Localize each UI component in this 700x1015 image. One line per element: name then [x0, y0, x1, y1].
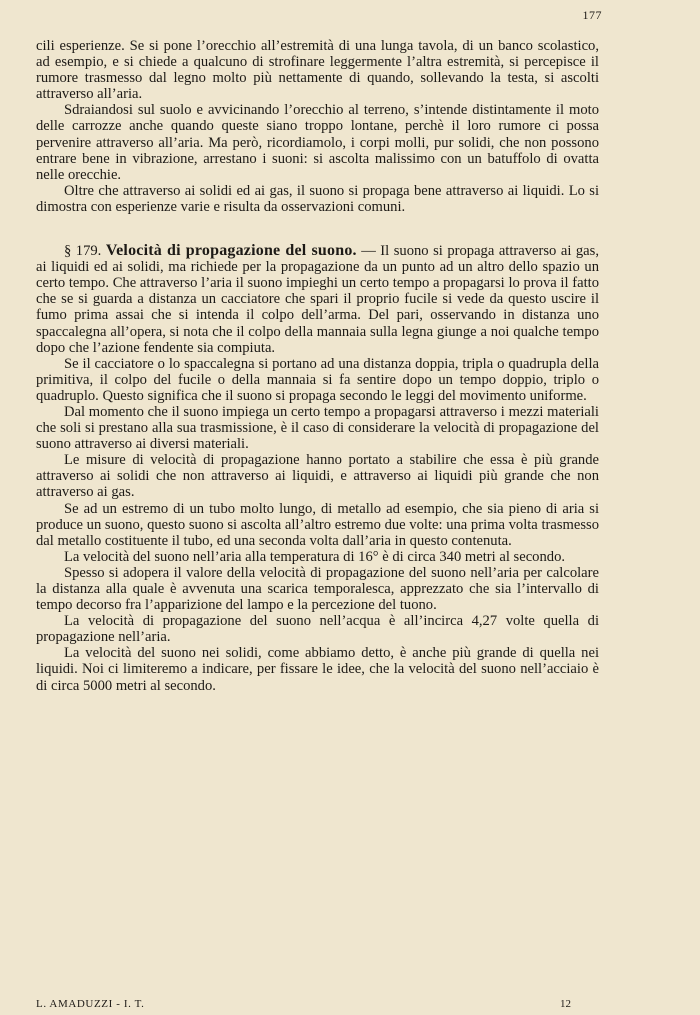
signature-mark: 12 — [560, 998, 571, 1010]
section-intro: — Il suono si propaga attraverso ai gas, ai liquidi ed ai solidi, ma richiede per la propagazione da un punto ad un altro dello spazio un certo tempo. Che attraverso l’aria il suono impieghi un certo tempo a propagarsi lo prova il fatto che se si guarda a distanza un cacciatore che spari il proprio fucile si vede da questo uscire il fumo prima assai che si intenda il colpo dell’arma. Del pari, osservando in distanza uno spaccalegna all’opera, si nota che il colpo della mannaia sulla legna giunge a noi qualche tempo dopo che l’azione fendente sia compiuta. — [36, 243, 599, 356]
section-paragraph — [36, 243, 599, 356]
paragraph-2: Sdraiandosi sul suolo e avvicinando l’orecchio al terreno, s’intende distintamente il moto delle carrozze anche quando queste siano troppo lontane, perchè il loro rumore ci possa pervenire attraverso all’aria. Ma però, ricordiamolo, i corpi molli, pur solidi, che non possono entrare bene in vibrazione, arrestano i suoni: si ascolta malissimo con un batuffolo di ovatta nelle orecchie. — [36, 102, 599, 183]
section-title: Velocità di propagazione del suono. — [105, 242, 357, 260]
footer-author: L. AMADUZZI - I. T. — [36, 998, 145, 1010]
paragraph-9: Spesso si adopera il valore della velocità di propagazione del suono nell’aria per calcolare la distanza alla quale è avvenuta una scarica temporalesca, apprezzato che sia l’intervallo di tempo decorso fra l’apparizione del lampo e la percezione del tuono. — [36, 564, 599, 614]
paragraph-5: Dal momento che il suono impiega un certo tempo a propagarsi attraverso i mezzi materiali che soli si prestano alla sua trasmissione, è il caso di considerare la velocità di propagazione del suono attraverso ai diversi materiali. — [36, 403, 599, 453]
paragraph-1: cili esperienze. Se si pone l’orecchio all’estremità di una lunga tavola, di un banco scolastico, ad esempio, e si chiede a qualcuno di strofinare leggermente l’altra estremità, si percepisce il rumore trasmesso dal legno molto più nettamente di quando, sollevando la testa, si ascolti attraverso all’aria. — [36, 38, 599, 103]
paragraph-8: La velocità del suono nell’aria alla temperatura di 16° è di circa 340 metri al secondo. — [64, 548, 566, 565]
page-number: 177 — [582, 8, 602, 22]
paragraph-11: La velocità del suono nei solidi, come abbiamo detto, è anche più grande di quella nei liquidi. Noi ci limiteremo a indicare, per fissare le idee, che la velocità del suono nell’acciaio è di circa 5000 metri al secondo. — [36, 645, 599, 694]
paragraph-4: Se il cacciatore o lo spaccalegna si portano ad una distanza doppia, tripla o quadrupla della primitiva, il colpo del fucile o della mannaia si fa sentire dopo un tempo doppio, triplo o quadruplo. Questo significa che il suono si propaga secondo le leggi del movimento uniforme. — [36, 355, 599, 404]
paragraph-10: La velocità di propagazione del suono nell’acqua è all’incirca 4,27 volte quella di propagazione nell’aria. — [36, 613, 599, 646]
section-number: § 179. — [64, 243, 102, 260]
paragraph-7: Se ad un estremo di un tubo molto lungo, di metallo ad esempio, che sia pieno di aria si produce un suono, questo suono si ascolta all’altro estremo due volte: una prima volta trasmesso dal metallo costituente il tubo, ed una seconda volta dall’aria in questo contenuta. — [36, 500, 599, 549]
paragraph-6: Le misure di velocità di propagazione hanno portato a stabilire che essa è più grande attraverso ai solidi che non attraverso ai liquidi, e attraverso ai liquidi più grande che non attraverso ai gas. — [36, 452, 599, 501]
body-text — [36, 38, 599, 694]
paragraph-3: Oltre che attraverso ai solidi ed ai gas, il suono si propaga bene attraverso ai liquidi. Lo si dimostra con esperienze varie e risulta da osservazioni comuni. — [36, 182, 599, 215]
